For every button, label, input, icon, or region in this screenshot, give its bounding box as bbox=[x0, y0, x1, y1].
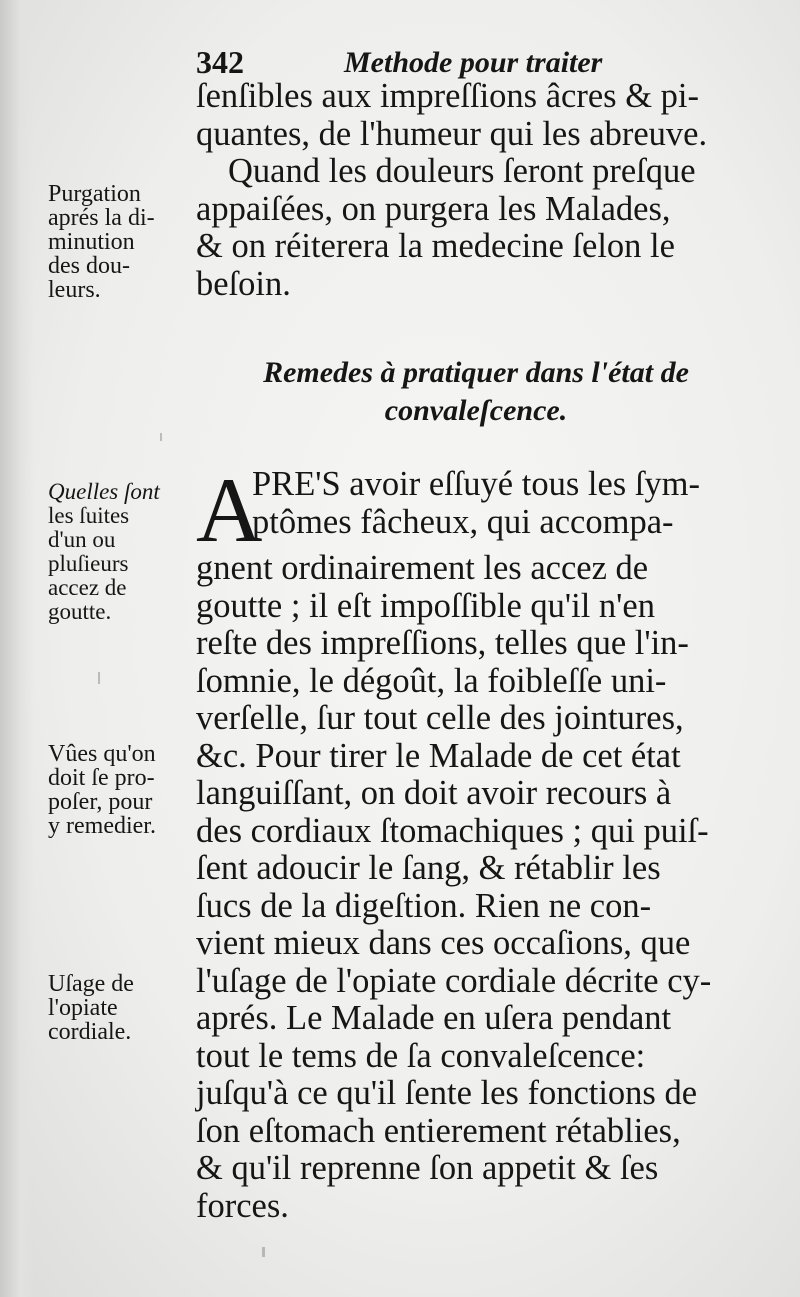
text-line: aprés. Le Malade en uſera pendant bbox=[196, 999, 672, 1037]
margin-note-usage bbox=[48, 972, 198, 1044]
margin-note-line: pluſieurs bbox=[48, 551, 129, 576]
section-title-line: Remedes à pratiquer dans l'état de bbox=[263, 356, 689, 389]
margin-note-line: les ſuites bbox=[48, 503, 130, 528]
margin-note-line: Vûes qu'on bbox=[48, 741, 156, 767]
section-title-line: convaleſcence. bbox=[384, 394, 568, 427]
running-head: Methode pour traiter bbox=[344, 46, 603, 79]
text-line: vient mieux dans ces occaſions, que bbox=[196, 924, 691, 962]
margin-note-line: accez de bbox=[48, 575, 127, 600]
margin-note-suites bbox=[48, 480, 198, 624]
margin-note-line: Purgation bbox=[48, 181, 141, 207]
text-line: ſomnie, le dégoût, la foibleſſe uni- bbox=[196, 661, 667, 700]
text-line: ſon eſtomach entierement rétablies, bbox=[196, 1111, 681, 1150]
drop-cap: A bbox=[196, 459, 263, 561]
margin-note-line: des dou- bbox=[48, 253, 130, 279]
text-line: &c. Pour tirer le Malade de cet état bbox=[196, 736, 681, 775]
text-line: ptômes fâcheux, qui accompa- bbox=[252, 502, 674, 541]
ink-speck bbox=[98, 672, 100, 684]
margin-note-line: leurs. bbox=[48, 277, 101, 303]
text-line: PRE'S avoir eſſuyé tous les ſym- bbox=[252, 465, 700, 503]
text-line: languiſſant, on doit avoir recours à bbox=[196, 774, 672, 812]
margin-note-line: poſer, pour bbox=[48, 789, 153, 815]
text-line: l'uſage de l'opiate cordiale décrite cy- bbox=[196, 961, 712, 1000]
text-line: & qu'il reprenne ſon appetit & ſes bbox=[196, 1149, 659, 1187]
margin-note-line: cordiale. bbox=[48, 1019, 132, 1045]
text-line: verſelle, ſur tout celle des jointures, bbox=[196, 699, 684, 737]
margin-note-line: d'un ou bbox=[48, 527, 116, 552]
margin-note-line: doit ſe pro- bbox=[48, 765, 155, 791]
text-line: & on réiterera la medecine ſelon le bbox=[196, 227, 675, 265]
margin-note-line: y remedier. bbox=[48, 813, 156, 839]
margin-note-line: aprés la di- bbox=[48, 205, 155, 231]
text-line: ſenſibles aux impreſſions âcres & pi- bbox=[196, 77, 699, 115]
page-number: 342 bbox=[196, 44, 244, 80]
text-line: ſucs de la digeſtion. Rien ne con- bbox=[196, 886, 652, 925]
text-line: forces. bbox=[196, 1186, 289, 1225]
text-line: appaiſées, on purgera les Malades, bbox=[196, 189, 671, 228]
paragraph-2 bbox=[196, 459, 756, 1225]
margin-note-line: Uſage de bbox=[48, 971, 134, 997]
text-line: ſent adoucir le ſang, & rétablir les bbox=[196, 849, 661, 887]
margin-note-line: minution bbox=[48, 229, 135, 255]
text-line: des cordiaux ſtomachiques ; qui puiſ- bbox=[196, 811, 709, 850]
paragraph-1 bbox=[196, 78, 756, 303]
text-line: tout le tems de ſa convaleſcence: bbox=[196, 1036, 646, 1075]
margin-note-line: l'opiate bbox=[48, 995, 118, 1021]
page-edge-shadow bbox=[0, 0, 34, 1297]
margin-note-line: goutte. bbox=[48, 599, 112, 624]
text-line: goutte ; il eſt impoſſible qu'il n'en bbox=[196, 586, 655, 625]
text-line: juſqu'à ce qu'il ſente les fonctions de bbox=[196, 1074, 698, 1112]
text-line: reſte des impreſſions, telles que l'in- bbox=[196, 624, 689, 662]
ink-speck bbox=[160, 433, 162, 441]
text-line: quantes, de l'humeur qui les abreuve. bbox=[196, 114, 708, 153]
text-line: Quand les douleurs ſeront preſque bbox=[228, 152, 696, 190]
margin-note-purgation bbox=[48, 182, 198, 302]
ink-speck bbox=[262, 1247, 265, 1257]
text-line: gnent ordinairement les accez de bbox=[196, 549, 649, 587]
margin-note-vues bbox=[48, 742, 198, 838]
text-line: beſoin. bbox=[196, 264, 291, 303]
margin-note-line: Quelles ſont bbox=[48, 479, 160, 504]
